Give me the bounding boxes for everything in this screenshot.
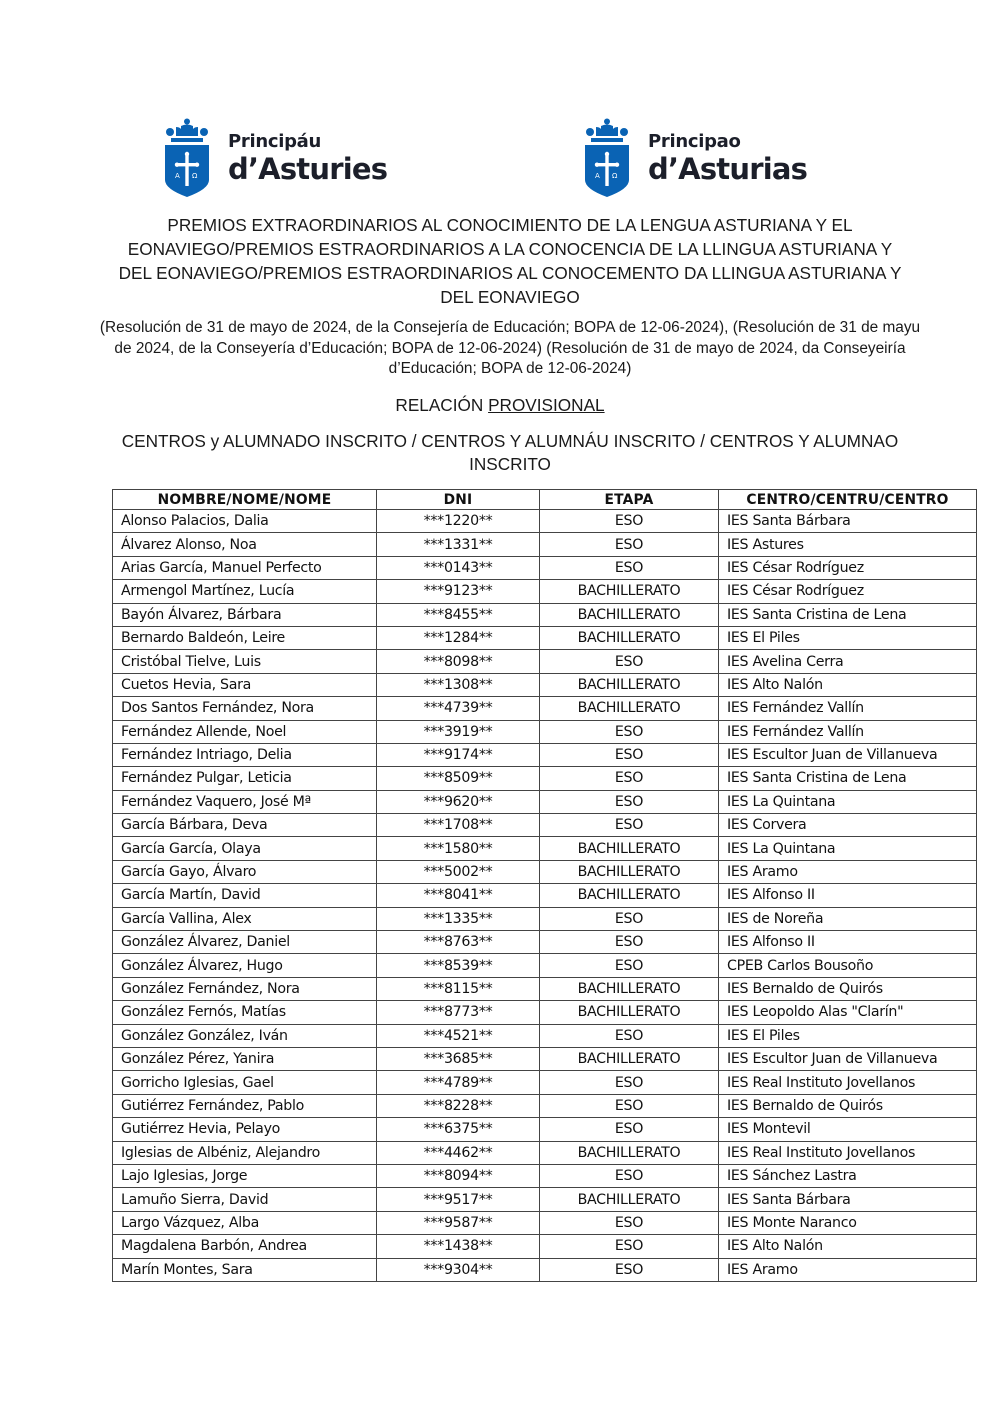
cell-school: IES Alto Nalón: [719, 1235, 977, 1258]
cell-school: IES César Rodríguez: [719, 556, 977, 579]
cell-dni: ***9304**: [377, 1258, 540, 1281]
cell-stage: BACHILLERATO: [540, 837, 719, 860]
logo-principau-dasturies: [164, 118, 387, 198]
cell-school: IES Avelina Cerra: [719, 650, 977, 673]
svg-text:Ω: Ω: [192, 172, 198, 180]
table-row: [113, 977, 977, 1000]
cell-name: Álvarez Alonso, Noa: [113, 533, 377, 556]
table-row: [113, 626, 977, 649]
cell-stage: ESO: [540, 954, 719, 977]
cell-name: Arias García, Manuel Perfecto: [113, 556, 377, 579]
cell-name: Fernández Intriago, Delia: [113, 743, 377, 766]
cell-dni: ***1708**: [377, 814, 540, 837]
cell-stage: ESO: [540, 1258, 719, 1281]
cell-dni: ***8041**: [377, 884, 540, 907]
cell-name: Magdalena Barbón, Andrea: [113, 1235, 377, 1258]
table-body: [113, 510, 977, 1282]
cell-school: IES Alfonso II: [719, 931, 977, 954]
cell-dni: ***3919**: [377, 720, 540, 743]
cell-school: IES Santa Bárbara: [719, 510, 977, 533]
cell-dni: ***4462**: [377, 1141, 540, 1164]
cell-stage: ESO: [540, 1118, 719, 1141]
cell-school: IES La Quintana: [719, 837, 977, 860]
logo-line-2: d’Asturies: [228, 151, 388, 186]
svg-text:Ω: Ω: [612, 172, 618, 180]
cell-stage: BACHILLERATO: [540, 977, 719, 1000]
cell-name: Bayón Álvarez, Bárbara: [113, 603, 377, 626]
cell-dni: ***1580**: [377, 837, 540, 860]
logo-line-2: d’Asturias: [648, 151, 808, 186]
cell-school: IES Sánchez Lastra: [719, 1164, 977, 1187]
table-header-row: [113, 490, 977, 510]
cell-stage: BACHILLERATO: [540, 1001, 719, 1024]
cell-school: IES Real Instituto Jovellanos: [719, 1141, 977, 1164]
cell-dni: ***1335**: [377, 907, 540, 930]
cell-school: IES Corvera: [719, 814, 977, 837]
relation-status: PROVISIONAL: [488, 395, 605, 415]
cell-name: González Fernós, Matías: [113, 1001, 377, 1024]
svg-text:A: A: [595, 172, 600, 180]
svg-text:A: A: [175, 172, 180, 180]
cell-stage: BACHILLERATO: [540, 626, 719, 649]
cell-name: González Álvarez, Daniel: [113, 931, 377, 954]
table-row: [113, 931, 977, 954]
cell-name: Gutiérrez Fernández, Pablo: [113, 1094, 377, 1117]
cell-school: IES El Piles: [719, 1024, 977, 1047]
logo-line-1: Principáu: [228, 130, 322, 152]
cell-dni: ***1284**: [377, 626, 540, 649]
cell-dni: ***9587**: [377, 1211, 540, 1234]
cell-school: IES Fernández Vallín: [719, 720, 977, 743]
document-title: PREMIOS EXTRAORDINARIOS AL CONOCIMIENTO DE LA LENGUA ASTURIANA Y EL EONAVIEGO/PREMIOS ESTRAORDINARIOS A LA CONOCENCIA DE LA LLINGUA ASTURIANA Y DEL EONAVIEGO/PREMIOS ESTRAORDINARIOS AL CONOCEMENTO DA LLINGUA ASTURIANA Y DEL EONAVIEGO: [118, 215, 902, 307]
table-row: [113, 814, 977, 837]
cell-name: Fernández Vaquero, José Mª: [113, 790, 377, 813]
cell-dni: ***8228**: [377, 1094, 540, 1117]
cell-dni: ***1438**: [377, 1235, 540, 1258]
cell-dni: ***9174**: [377, 743, 540, 766]
cell-stage: ESO: [540, 790, 719, 813]
table-row: [113, 1094, 977, 1117]
table-row: [113, 673, 977, 696]
cell-name: Alonso Palacios, Dalia: [113, 510, 377, 533]
cell-name: Gutiérrez Hevia, Pelayo: [113, 1118, 377, 1141]
cell-school: IES Aramo: [719, 1258, 977, 1281]
cell-school: IES Alfonso II: [719, 884, 977, 907]
cell-stage: ESO: [540, 1235, 719, 1258]
table-row: [113, 580, 977, 603]
cell-name: González Álvarez, Hugo: [113, 954, 377, 977]
cell-name: González Fernández, Nora: [113, 977, 377, 1000]
cell-stage: BACHILLERATO: [540, 697, 719, 720]
cell-stage: ESO: [540, 1211, 719, 1234]
cell-name: Iglesias de Albéniz, Alejandro: [113, 1141, 377, 1164]
cell-school: IES Santa Bárbara: [719, 1188, 977, 1211]
cell-name: Lajo Iglesias, Jorge: [113, 1164, 377, 1187]
cell-name: García Vallina, Alex: [113, 907, 377, 930]
cell-name: Cristóbal Tielve, Luis: [113, 650, 377, 673]
cell-dni: ***8773**: [377, 1001, 540, 1024]
cell-name: Fernández Pulgar, Leticia: [113, 767, 377, 790]
cell-stage: ESO: [540, 556, 719, 579]
table-row: [113, 767, 977, 790]
cell-dni: ***8763**: [377, 931, 540, 954]
cell-name: Armengol Martínez, Lucía: [113, 580, 377, 603]
resolution-reference: (Resolución de 31 de mayo de 2024, de la Consejería de Educación; BOPA de 12-06-2024), (Resolución de 31 de mayu de 2024, de la Conseyería d’Educación; BOPA de 12-06-2024) (Resolución de 31 de mayo de 2024, da Conseyeiría d’Educación; BOPA de 12-06-2024): [99, 319, 921, 377]
cell-school: IES La Quintana: [719, 790, 977, 813]
relation-heading: [0, 395, 1000, 416]
table-row: [113, 1071, 977, 1094]
table-row: [113, 954, 977, 977]
column-header-dni: DNI: [377, 490, 540, 510]
table-row: [113, 1164, 977, 1187]
column-header-school: CENTRO/CENTRU/CENTRO: [719, 490, 977, 510]
table-row: [113, 1118, 977, 1141]
table-row: [113, 1024, 977, 1047]
logo-line-1: Principao: [648, 130, 741, 152]
cell-school: IES de Noreña: [719, 907, 977, 930]
table-row: [113, 837, 977, 860]
column-header-name: NOMBRE/NOME/NOME: [113, 490, 377, 510]
cell-stage: ESO: [540, 1071, 719, 1094]
cell-school: IES Montevil: [719, 1118, 977, 1141]
cell-school: IES Escultor Juan de Villanueva: [719, 1047, 977, 1070]
cell-dni: ***8539**: [377, 954, 540, 977]
cell-dni: ***4739**: [377, 697, 540, 720]
cell-name: García García, Olaya: [113, 837, 377, 860]
cell-dni: ***6375**: [377, 1118, 540, 1141]
table-row: [113, 1141, 977, 1164]
cell-school: IES César Rodríguez: [719, 580, 977, 603]
relation-prefix: RELACIÓN: [395, 395, 489, 415]
cell-stage: ESO: [540, 510, 719, 533]
logo-text: [228, 130, 388, 186]
table-row: [113, 743, 977, 766]
cell-stage: ESO: [540, 814, 719, 837]
table-row: [113, 884, 977, 907]
cell-stage: BACHILLERATO: [540, 884, 719, 907]
cell-stage: BACHILLERATO: [540, 580, 719, 603]
asturias-shield-icon: [584, 118, 630, 198]
cell-name: González Pérez, Yanira: [113, 1047, 377, 1070]
cell-dni: ***8094**: [377, 1164, 540, 1187]
cell-dni: ***9620**: [377, 790, 540, 813]
students-table: [112, 489, 977, 1282]
cell-school: IES Monte Naranco: [719, 1211, 977, 1234]
cell-stage: ESO: [540, 931, 719, 954]
cell-dni: ***8098**: [377, 650, 540, 673]
column-header-stage: ETAPA: [540, 490, 719, 510]
cell-dni: ***1220**: [377, 510, 540, 533]
cell-stage: ESO: [540, 1024, 719, 1047]
cell-stage: ESO: [540, 907, 719, 930]
cell-name: García Gayo, Álvaro: [113, 860, 377, 883]
cell-name: Cuetos Hevia, Sara: [113, 673, 377, 696]
cell-name: González González, Iván: [113, 1024, 377, 1047]
cell-name: Lamuño Sierra, David: [113, 1188, 377, 1211]
cell-dni: ***0143**: [377, 556, 540, 579]
table-row: [113, 1258, 977, 1281]
cell-school: IES El Piles: [719, 626, 977, 649]
cell-name: García Bárbara, Deva: [113, 814, 377, 837]
cell-stage: ESO: [540, 650, 719, 673]
cell-dni: ***1308**: [377, 673, 540, 696]
cell-school: CPEB Carlos Bousoño: [719, 954, 977, 977]
cell-school: IES Fernández Vallín: [719, 697, 977, 720]
table-row: [113, 650, 977, 673]
table-row: [113, 1047, 977, 1070]
table-subtitle: CENTROS y ALUMNADO INSCRITO / CENTROS Y ALUMNÁU INSCRITO / CENTROS Y ALUMNAO INSCRITO: [121, 431, 899, 474]
cell-name: Largo Vázquez, Alba: [113, 1211, 377, 1234]
cell-school: IES Leopoldo Alas "Clarín": [719, 1001, 977, 1024]
cell-name: Fernández Allende, Noel: [113, 720, 377, 743]
cell-school: IES Santa Cristina de Lena: [719, 767, 977, 790]
cell-name: Bernardo Baldeón, Leire: [113, 626, 377, 649]
cell-stage: BACHILLERATO: [540, 1141, 719, 1164]
table-row: [113, 907, 977, 930]
cell-stage: ESO: [540, 720, 719, 743]
cell-school: IES Real Instituto Jovellanos: [719, 1071, 977, 1094]
cell-dni: ***4789**: [377, 1071, 540, 1094]
cell-school: IES Escultor Juan de Villanueva: [719, 743, 977, 766]
table-row: [113, 603, 977, 626]
table-row: [113, 533, 977, 556]
cell-stage: ESO: [540, 1164, 719, 1187]
logo-text: [648, 130, 808, 186]
table-row: [113, 556, 977, 579]
cell-stage: ESO: [540, 1094, 719, 1117]
cell-dni: ***8455**: [377, 603, 540, 626]
cell-stage: BACHILLERATO: [540, 1047, 719, 1070]
cell-stage: ESO: [540, 533, 719, 556]
cell-stage: BACHILLERATO: [540, 673, 719, 696]
cell-school: IES Astures: [719, 533, 977, 556]
cell-dni: ***9123**: [377, 580, 540, 603]
table-row: [113, 1235, 977, 1258]
cell-dni: ***3685**: [377, 1047, 540, 1070]
table-row: [113, 790, 977, 813]
cell-dni: ***4521**: [377, 1024, 540, 1047]
asturias-shield-icon: [164, 118, 210, 198]
cell-dni: ***5002**: [377, 860, 540, 883]
cell-name: Marín Montes, Sara: [113, 1258, 377, 1281]
cell-school: IES Alto Nalón: [719, 673, 977, 696]
cell-name: García Martín, David: [113, 884, 377, 907]
cell-stage: BACHILLERATO: [540, 603, 719, 626]
logo-principao-dasturias: [584, 118, 807, 198]
table-row: [113, 1001, 977, 1024]
table-row: [113, 1188, 977, 1211]
cell-stage: ESO: [540, 743, 719, 766]
cell-dni: ***1331**: [377, 533, 540, 556]
table-row: [113, 860, 977, 883]
cell-name: Gorricho Iglesias, Gael: [113, 1071, 377, 1094]
cell-dni: ***9517**: [377, 1188, 540, 1211]
cell-stage: BACHILLERATO: [540, 1188, 719, 1211]
cell-school: IES Aramo: [719, 860, 977, 883]
table-row: [113, 510, 977, 533]
cell-dni: ***8115**: [377, 977, 540, 1000]
cell-dni: ***8509**: [377, 767, 540, 790]
cell-school: IES Bernaldo de Quirós: [719, 977, 977, 1000]
cell-name: Dos Santos Fernández, Nora: [113, 697, 377, 720]
cell-school: IES Bernaldo de Quirós: [719, 1094, 977, 1117]
cell-stage: BACHILLERATO: [540, 860, 719, 883]
table-row: [113, 1211, 977, 1234]
cell-stage: ESO: [540, 767, 719, 790]
table-row: [113, 697, 977, 720]
cell-school: IES Santa Cristina de Lena: [719, 603, 977, 626]
table-row: [113, 720, 977, 743]
